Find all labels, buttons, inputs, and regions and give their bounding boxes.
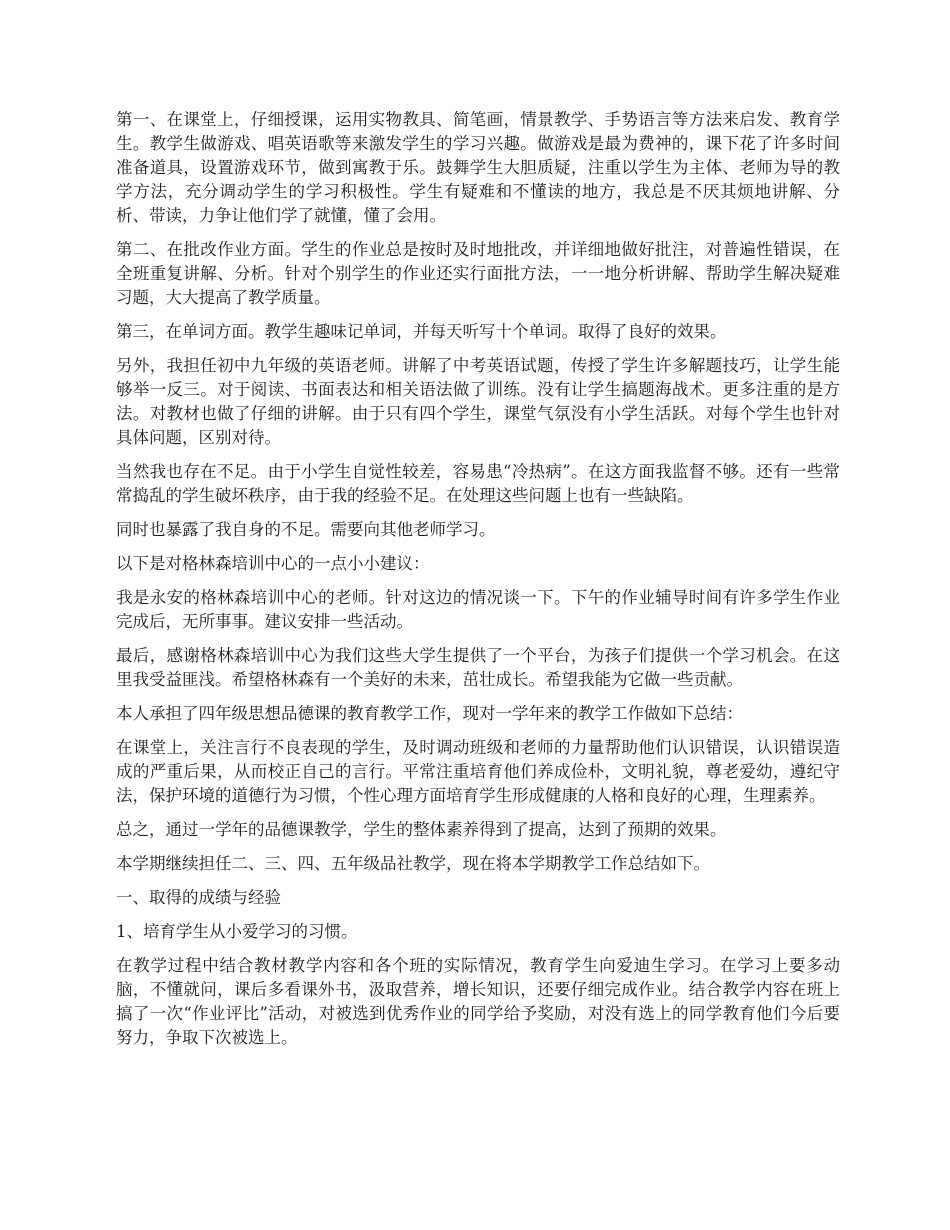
document-body [116, 108, 840, 1060]
section-heading: 一、取得的成绩与经验 [116, 888, 281, 907]
paragraph-1: 第一、在课堂上，仔细授课，运用实物教具、简笔画，情景教学、手势语言等方法来启发、教育学生。教学生做游戏、唱英语歌等来激发学生的学习兴趣。做游戏是最为费神的，课下花了许多时间准备道具，设置游戏环节，做到寓教于乐。鼓舞学生大胆质疑，注重以学生为主体、老师为导的教学方法，充分调动学生的学习积极性。学生有疑难和不懂读的地方，我总是不厌其烦地讲解、分析、带读，力争让他们学了就懂，懂了会用。 [116, 110, 840, 225]
paragraph-7: 以下是对格林森培训中心的一点小小建议： [116, 554, 430, 573]
paragraph-11: 在课堂上，关注言行不良表现的学生，及时调动班级和老师的力量帮助他们认识错误，认识错误造成的严重后果，从而校正自己的言行。平常注重培育他们养成俭朴，文明礼貌，尊老爱幼，遵纪守法，保护环境的道德行为习惯，个性心理方面培育学生形成健康的人格和良好的心理，生理素养。 [116, 738, 840, 805]
paragraph-12: 总之，通过一学年的品德课教学，学生的整体素养得到了提高，达到了预期的效果。 [116, 820, 727, 839]
paragraph-9: 最后，感谢格林森培训中心为我们这些大学生提供了一个平台，为孩子们提供一个学习机会。在这里我受益匪浅。希望格林森有一个美好的未来，茁壮成长。希望我能为它做一些贡献。 [116, 646, 840, 689]
paragraph-3: 第三，在单词方面。教学生趣味记单词，并每天听写十个单词。取得了良好的效果。 [116, 322, 727, 341]
paragraph-13: 本学期继续担任二、三、四、五年级品社教学，现在将本学期教学工作总结如下。 [116, 854, 710, 873]
paragraph-4: 另外，我担任初中九年级的英语老师。讲解了中考英语试题，传授了学生许多解题技巧，让学生能够举一反三。对于阅读、书面表达和相关语法做了训练。没有让学生搞题海战术。更多注重的是方法。对教材也做了仔细的讲解。由于只有四个学生，课堂气氛没有小学生活跃。对每个学生也针对具体问题，区别对待。 [116, 356, 840, 447]
paragraph-16: 在教学过程中结合教材教学内容和各个班的实际情况，教育学生向爱迪生学习。在学习上要多动脑，不懂就问，课后多看课外书，汲取营养，增长知识，还要仔细完成作业。结合教学内容在班上搞了一次“作业评比”活动，对被选到优秀作业的同学给予奖励，对没有选上的同学教育他们今后要努力，争取下次被选上。 [116, 956, 840, 1047]
paragraph-5: 当然我也存在不足。由于小学生自觉性较差，容易患“冷热病”。在这方面我监督不够。还有一些常常捣乱的学生破坏秩序，由于我的经验不足。在处理这些问题上也有一些缺陷。 [116, 462, 840, 505]
paragraph-6: 同时也暴露了我自身的不足。需要向其他老师学习。 [116, 520, 496, 539]
subsection-heading: 1、培育学生从小爱学习的习惯。 [116, 922, 358, 941]
paragraph-8: 我是永安的格林森培训中心的老师。针对这边的情况谈一下。下午的作业辅导时间有许多学生作业完成后，无所事事。建议安排一些活动。 [116, 588, 840, 631]
paragraph-10: 本人承担了四年级思想品德课的教育教学工作，现对一学年来的教学工作做如下总结： [116, 704, 743, 723]
paragraph-2: 第二、在批改作业方面。学生的作业总是按时及时地批改，并详细地做好批注，对普遍性错误，在全班重复讲解、分析。针对个别学生的作业还实行面批方法，一一地分析讲解、帮助学生解决疑难习题，大大提高了教学质量。 [116, 240, 840, 307]
